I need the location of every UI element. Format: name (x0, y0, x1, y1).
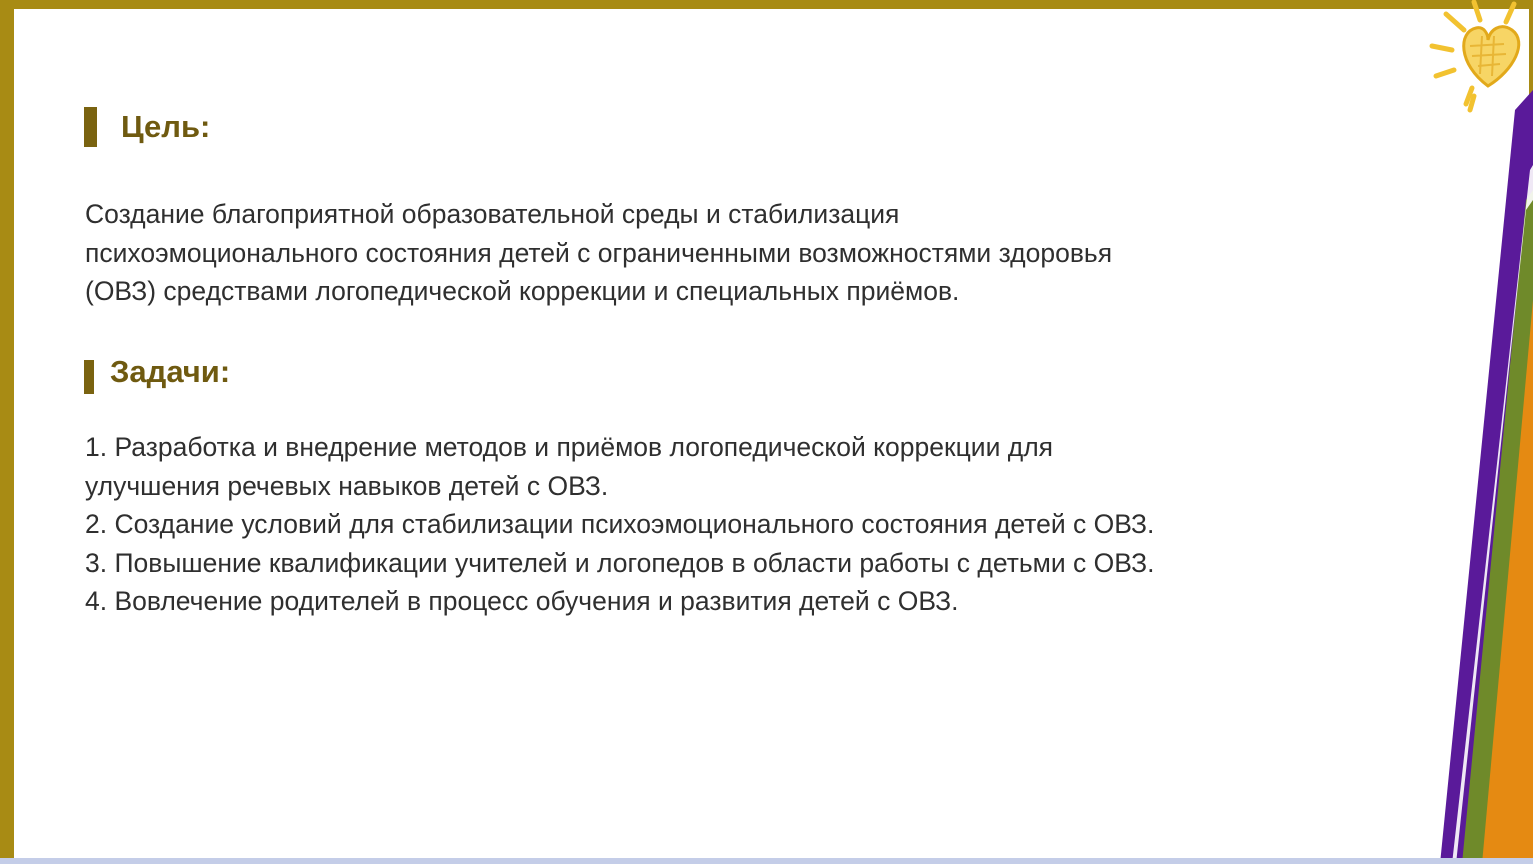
goal-heading (84, 106, 210, 148)
task-line: 2. Создание условий для стабилизации психоэмоционального состояния детей с ОВЗ. (85, 509, 1155, 539)
goal-heading-text: Цель: (121, 109, 211, 144)
goal-text (85, 195, 1112, 311)
heading-bullet (84, 107, 97, 147)
task-line: 3. Повышение квалификации учителей и логопедов в области работы с детьми с ОВЗ. (85, 547, 1155, 578)
goal-line: Создание благоприятной образовательной среды и стабилизация (85, 199, 900, 229)
goal-line: (ОВЗ) средствами логопедической коррекции и специальных приёмов. (85, 276, 960, 306)
task-line: 4. Вовлечение родителей в процесс обучения и развития детей с ОВЗ. (85, 586, 959, 616)
bottom-strip (0, 858, 1533, 864)
tasks-heading-text: Задачи: (110, 354, 231, 389)
task-line: улучшения речевых навыков детей с ОВЗ. (85, 470, 609, 501)
goal-line: психоэмоционального состояния детей с ограниченными возможностями здоровья (85, 237, 1113, 268)
tasks-list (85, 428, 1154, 621)
task-line: 1. Разработка и внедрение методов и приёмов логопедической коррекции для (85, 432, 1054, 462)
tasks-heading (84, 352, 230, 392)
heading-bullet (84, 360, 94, 394)
